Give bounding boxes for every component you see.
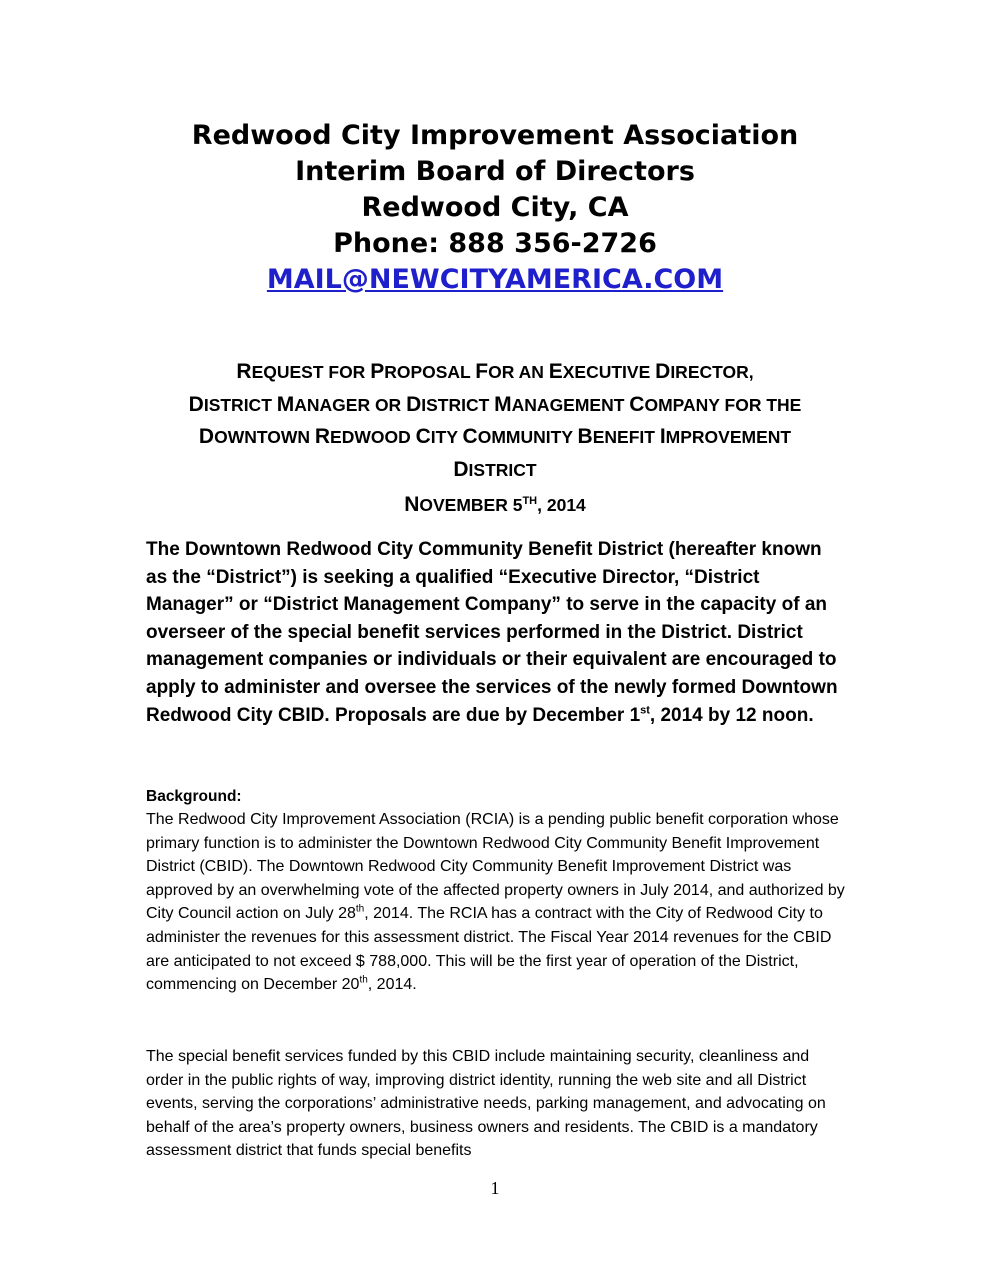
background-heading: Background: — [146, 788, 242, 805]
rfp-title — [0, 356, 990, 521]
background-paragraph-1: The Redwood City Improvement Association (RCIA) is a pending public benefit corporation whose primary function is to administer the Downtown Redwood City Community Benefit Improvement District (CBID). The Downtown Redwood City Community Benefit Improvement District was approved by an overwhelming vote of the affected property owners in July 2014, and authorized by City Council action on July 28th, 2014. The RCIA has a contract with the City of Redwood City to administer the revenues for this assessment district. The Fiscal Year 2014 revenues for the CBID are anticipated to not exceed $ 788,000. This will be the first year of operation of the District, commencing on December 20th, 2014. — [146, 811, 845, 994]
background-paragraph-2: The special benefit services funded by this CBID include maintaining security, cleanliness and order in the public rights of way, improving district identity, running the web site and all District events, serving the corporations’ administrative needs, parking management, and advocating on behalf of the area’s property owners, business owners and residents. The CBID is a mandatory assessment district that funds special benefits — [146, 1048, 826, 1160]
location: Redwood City, CA — [361, 192, 629, 223]
phone: Phone: 888 356-2726 — [333, 228, 657, 259]
intro-paragraph: The Downtown Redwood City Community Benefit District (hereafter known as the “District”) is seeking a qualified “Executive Director, “District Manager” or “District Management Company” to serve in the capacity of an overseer of the special benefit services performed in the District. District management companies or individuals or their equivalent are encouraged to apply to administer and oversee the services of the newly formed Downtown Redwood City CBID. Proposals are due by December 1st, 2014 by 12 noon. — [146, 539, 838, 726]
rfp-title-line-1: REQUEST FOR PROPOSAL FOR AN EXECUTIVE DIRECTOR, — [236, 360, 754, 383]
letterhead — [0, 118, 990, 298]
board-name: Interim Board of Directors — [295, 156, 695, 187]
rfp-title-line-4: DISTRICT — [453, 457, 537, 481]
email-link[interactable]: MAIL@NEWCITYAMERICA.COM — [266, 264, 724, 295]
rfp-date: NOVEMBER 5TH, 2014 — [404, 492, 586, 516]
rfp-title-line-3: DOWNTOWN REDWOOD CITY COMMUNITY BENEFIT IMPROVEMENT — [198, 425, 792, 448]
org-name: Redwood City Improvement Association — [191, 120, 799, 151]
rfp-title-line-2: DISTRICT MANAGER OR DISTRICT MANAGEMENT COMPANY FOR THE — [188, 392, 802, 416]
page-number: 1 — [490, 1178, 500, 1198]
